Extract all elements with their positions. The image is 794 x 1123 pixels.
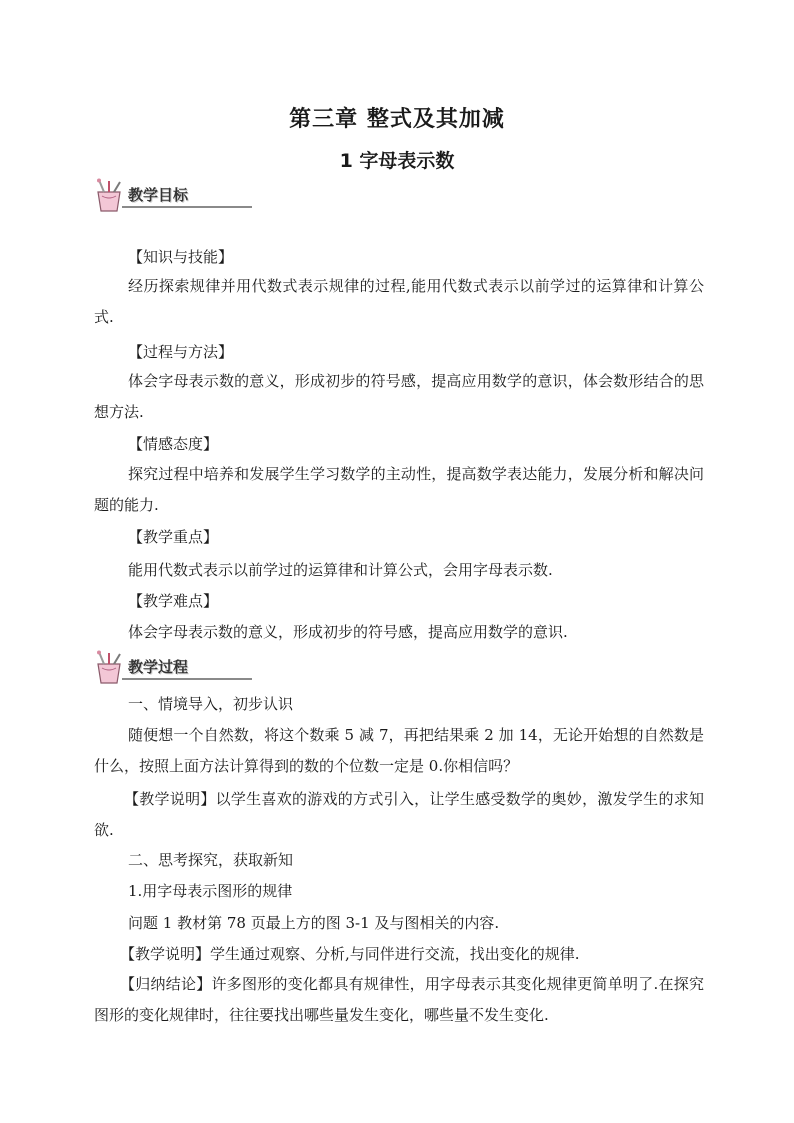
heading-process-method: 【过程与方法】: [128, 343, 234, 361]
note-step2: 【教学说明】学生通过观察、分析,与同伴进行交流，找出变化的规律.: [120, 945, 580, 963]
pencil-cup-icon: [92, 178, 128, 214]
banner-underline: [122, 678, 252, 680]
text-step1: 随便想一个自然数，将这个数乘 5 减 7，再把结果乘 2 加 14，无论开始想的自然数是什么，按照上面方法计算得到的数的个位数一定是 0.你相信吗？: [94, 726, 704, 775]
section-title: 1 字母表示数: [339, 150, 455, 172]
heading-step1: 一、情境导入，初步认识: [128, 695, 294, 713]
banner-teaching-process: [92, 650, 252, 686]
text-difficult-points: 体会字母表示数的意义，形成初步的符号感，提高应用数学的意识.: [128, 623, 568, 641]
banner-label: 教学过程: [128, 658, 189, 676]
text-key-points: 能用代数式表示以前学过的运算律和计算公式，会用字母表示数.: [128, 561, 553, 579]
heading-difficult-points: 【教学难点】: [128, 592, 219, 610]
banner-teaching-goals: [92, 178, 252, 214]
pencil-cup-icon: [92, 650, 128, 686]
heading-key-points: 【教学重点】: [128, 528, 219, 546]
text-emotion: 探究过程中培养和发展学生学习数学的主动性，提高数学表达能力，发展分析和解决问题的能力.: [94, 465, 704, 514]
note-step1: 【教学说明】以学生喜欢的游戏的方式引入，让学生感受数学的奥妙，激发学生的求知欲.: [94, 790, 704, 839]
subheading-step2: 1.用字母表示图形的规律: [128, 882, 293, 900]
question-step2: 问题 1 教材第 78 页最上方的图 3-1 及与图相关的内容.: [128, 914, 500, 932]
text-process-method: 体会字母表示数的意义，形成初步的符号感，提高应用数学的意识，体会数形结合的思想方法.: [94, 372, 704, 421]
conclusion-step2: 【归纳结论】许多图形的变化都具有规律性，用字母表示其变化规律更简单明了.在探究图形的变化规律时，往往要找出哪些量发生变化，哪些量不发生变化.: [94, 975, 704, 1024]
banner-label: 教学目标: [128, 186, 189, 204]
chapter-title: 第三章 整式及其加减: [289, 107, 505, 132]
heading-emotion: 【情感态度】: [128, 435, 219, 453]
banner-underline: [122, 206, 252, 208]
heading-knowledge: 【知识与技能】: [128, 248, 234, 266]
heading-step2: 二、思考探究，获取新知: [128, 851, 294, 869]
text-knowledge: 经历探索规律并用代数式表示规律的过程,能用代数式表示以前学过的运算律和计算公式.: [94, 277, 704, 326]
